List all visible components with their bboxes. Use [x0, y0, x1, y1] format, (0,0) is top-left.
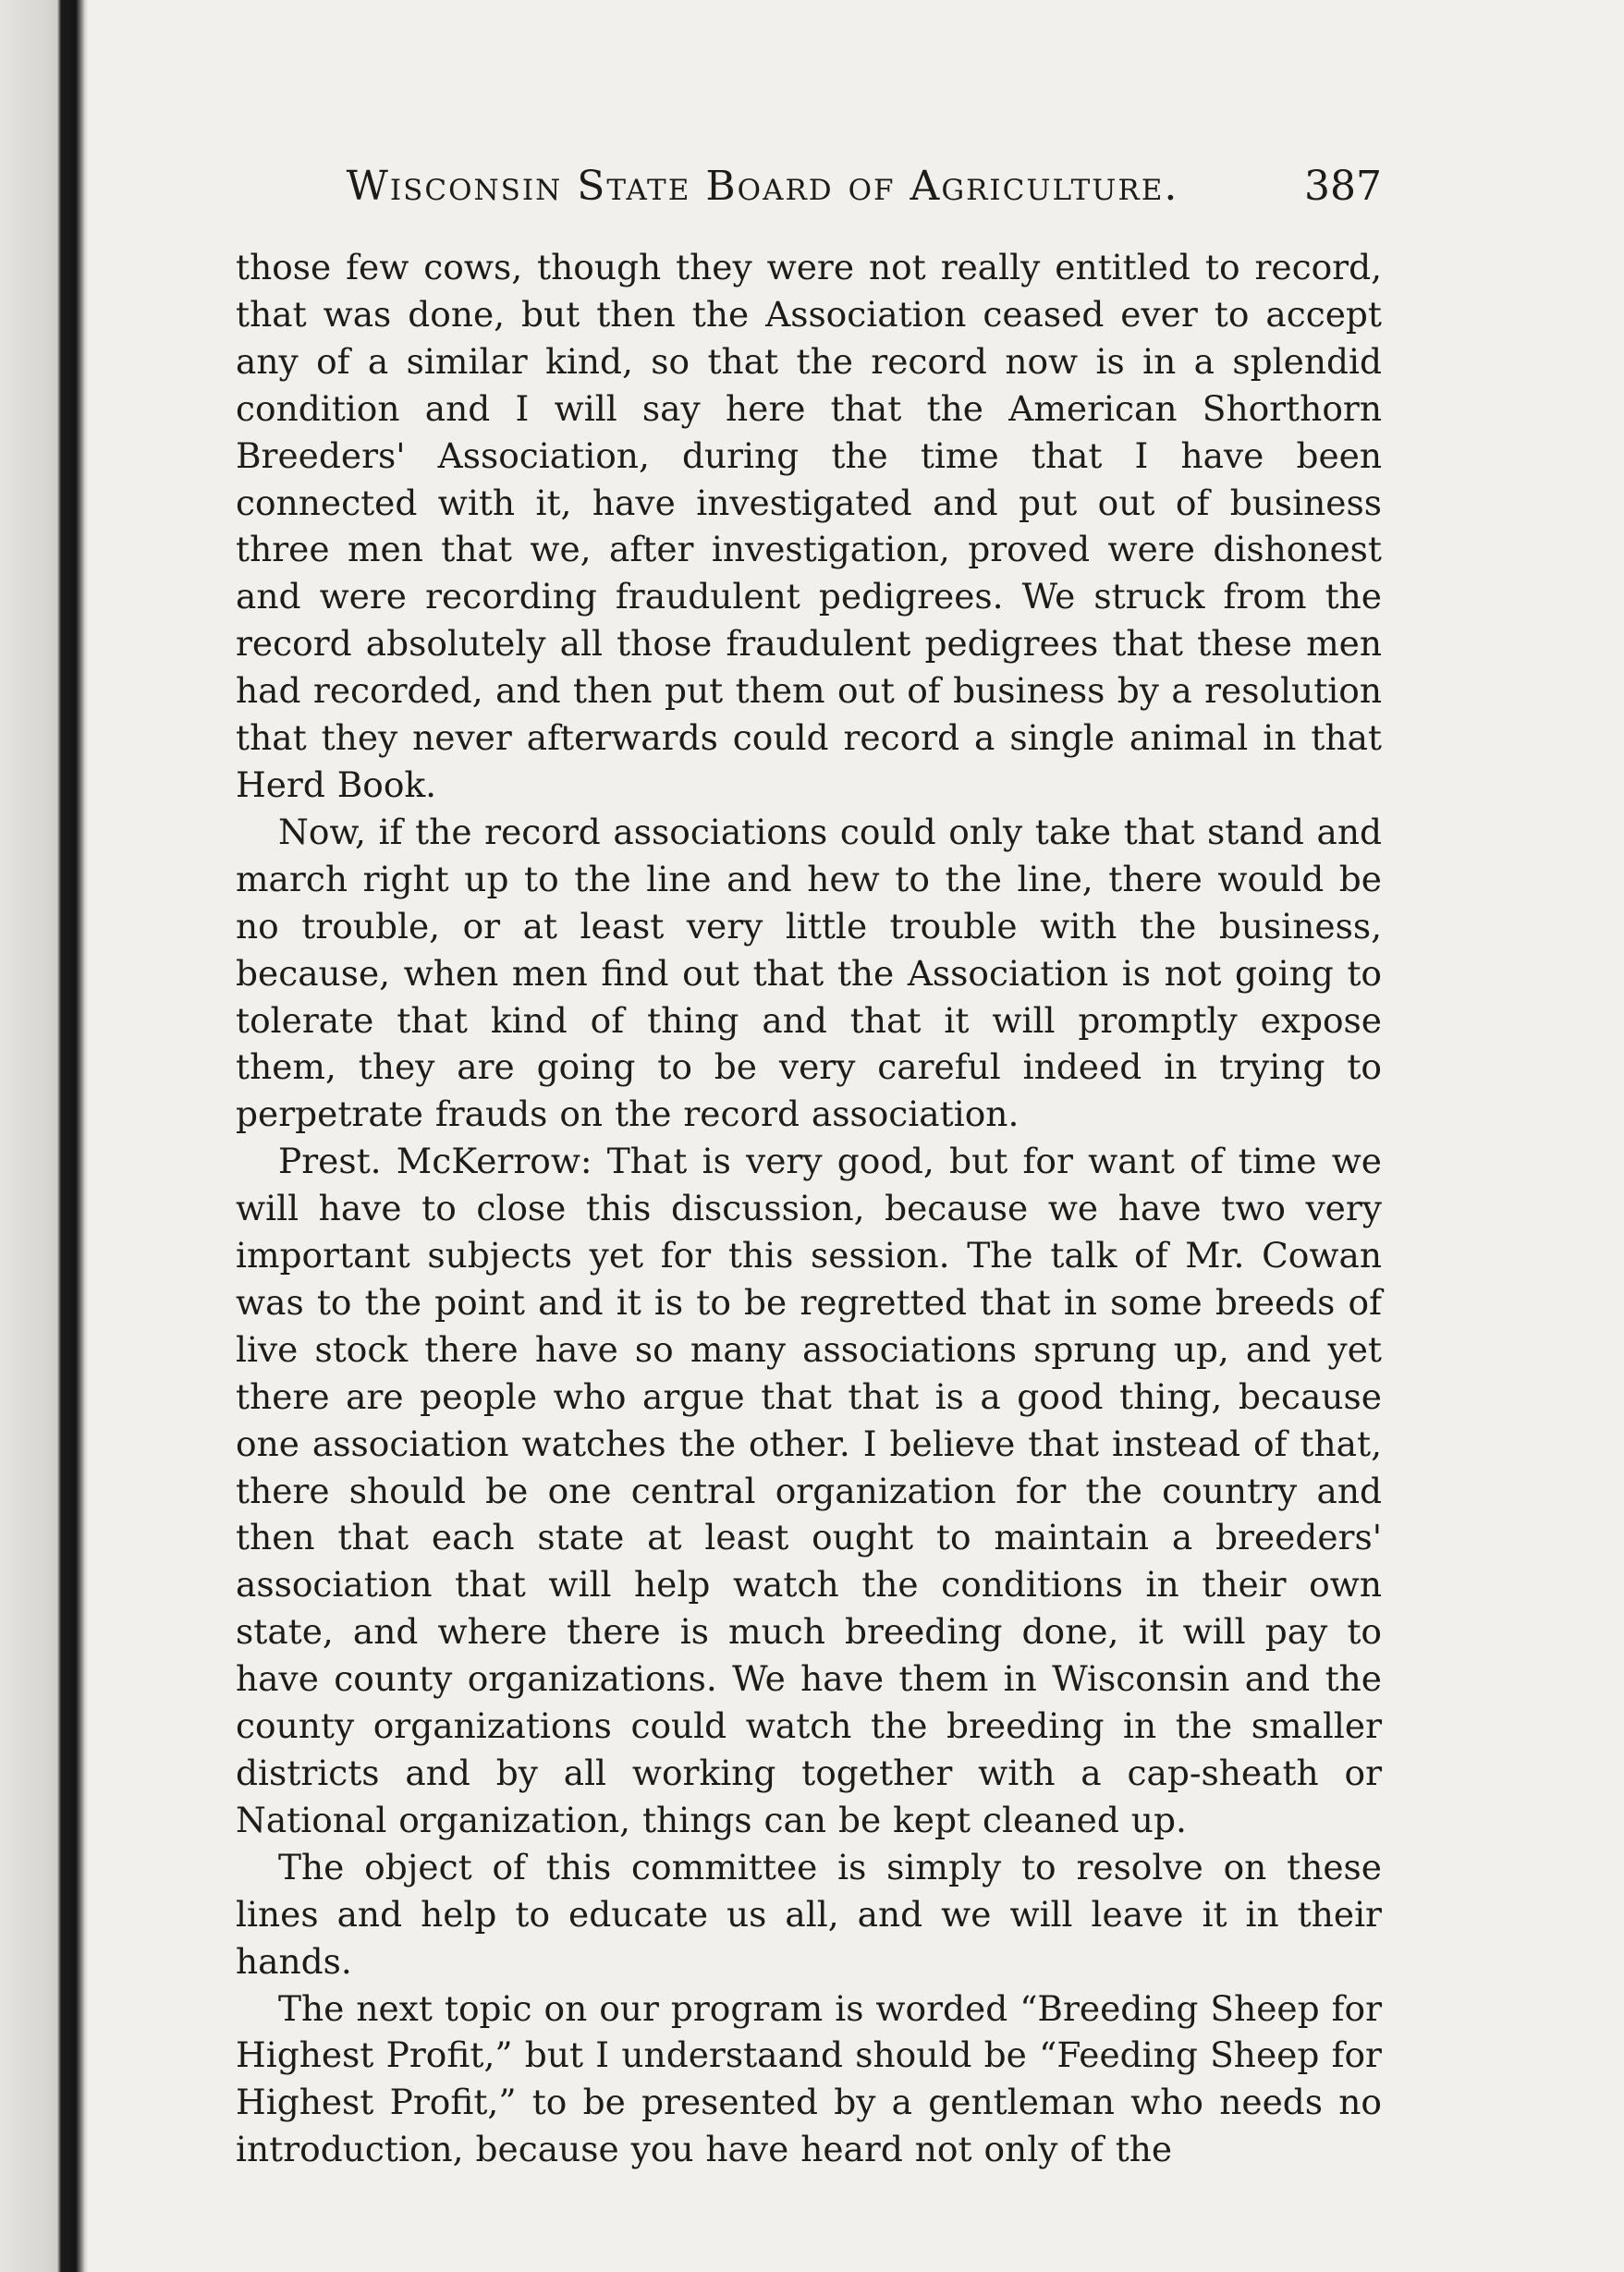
paragraph: The next topic on our program is worded “Breeding Sheep for Highest Profit,” but I understaand should be “Feeding Sheep for Highest Profit,” to be presented by a gentleman who needs no introduction, because you have heard not only of the: [236, 1987, 1382, 2170]
paragraph: Now, if the record associations could only take that stand and march right up to the line and hew to the line, there would be no trouble, or at least very little trouble with the business, because, when men find out that the Association is not going to tolerate that kind of thing and that it will promptly expose them, they are going to be very careful indeed in trying to perpetrate frauds on the record association.: [236, 811, 1382, 1135]
body-text: [236, 244, 1382, 2173]
page-binding-edge: [0, 0, 88, 2272]
book-page: [236, 163, 1382, 2252]
page-number: 387: [1304, 163, 1382, 210]
running-title: Wisconsin State Board of Agriculture.: [346, 163, 1179, 210]
paragraph: The object of this committee is simply to resolve on these lines and help to educate us all, and we will leave it in their hands.: [236, 1846, 1382, 1982]
running-head: [236, 163, 1382, 218]
paragraph: Prest. McKerrow: That is very good, but for want of time we will have to close this discussion, because we have two very important subjects yet for this session. The talk of Mr. Cowan was to the point and it is to be regretted that in some breeds of live stock there have so many associations sprung up, and yet there are people who argue that that is a good thing, because one association watches the other. I believe that instead of that, there should be one central organization for the country and then that each state at least ought to maintain a breeders' association that will help watch the conditions in their own state, and where there is much breeding done, it will pay to have county organizations. We have them in Wisconsin and the county organizations could watch the breeding in the smaller districts and by all working together with a cap-sheath or National organization, things can be kept cleaned up.: [236, 1141, 1382, 1840]
paragraph-continuation: those few cows, though they were not really entitled to record, that was done, but then the Association ceased ever to accept any of a similar kind, so that the record now is in a splendid condition and I will say here that the American Shorthorn Breeders' Association, during the time that I have been connected with it, have investigated and put out of business three men that we, after investigation, proved were dishonest and were recording fraudulent pedigrees. We struck from the record absolutely all those fraudulent pedigrees that these men had recorded, and then put them out of business by a resolution that they never afterwards could record a single animal in that Herd Book.: [236, 247, 1382, 805]
